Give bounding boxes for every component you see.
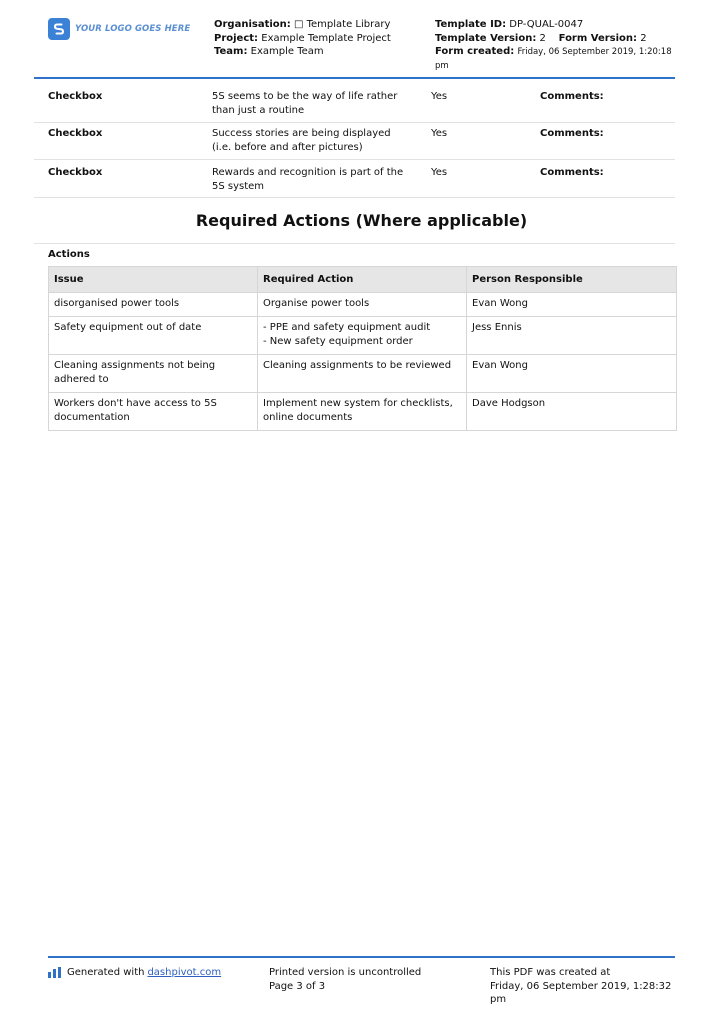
table-row	[49, 292, 677, 317]
checklist-question	[212, 90, 412, 117]
form-created-label: Form created:	[435, 46, 515, 57]
column-header-issue: Issue	[49, 267, 258, 293]
form-created-value: Friday, 06 September 2019, 1:20:18	[517, 47, 672, 57]
table-row	[49, 355, 677, 393]
logo-mark-icon	[48, 18, 70, 40]
checklist-answer: Yes	[431, 167, 448, 178]
action-cell	[258, 317, 467, 355]
checklist-answer: Yes	[431, 91, 448, 102]
row-divider	[34, 159, 675, 160]
cell-line: Safety equipment out of date	[54, 322, 202, 333]
person-cell: Jess Ennis	[467, 317, 677, 355]
page-number: Page 3 of 3	[269, 980, 326, 992]
team-value: Example Team	[250, 46, 324, 57]
question-line: 5S seems to be the way of life rather	[212, 91, 398, 102]
project-label: Project:	[214, 32, 259, 44]
organisation-value: □ Template Library	[293, 19, 391, 30]
table-row	[49, 317, 677, 355]
actions-label: Actions	[48, 249, 90, 260]
template-version-label: Template Version:	[435, 32, 537, 44]
issue-cell	[49, 355, 258, 393]
page-header	[48, 18, 675, 78]
checklist-answer: Yes	[431, 128, 448, 139]
cell-line: online documents	[263, 411, 353, 423]
column-header-person-responsible: Person Responsible	[467, 267, 677, 293]
form-created-suffix: pm	[435, 60, 449, 71]
form-version-value: 2	[640, 32, 647, 44]
issue-cell	[49, 317, 258, 355]
checklist-question	[212, 166, 412, 193]
print-notice	[269, 966, 469, 993]
table-row	[49, 393, 677, 431]
cell-line: Cleaning assignments to be reviewed	[263, 360, 452, 371]
cell-line: adhered to	[54, 373, 109, 385]
cell-line: Cleaning assignments not being	[54, 360, 216, 371]
project-value: Example Template Project	[261, 32, 391, 44]
checklist-question	[212, 127, 412, 154]
action-cell	[258, 355, 467, 393]
comments-label: Comments:	[540, 91, 604, 102]
cell-line: Organise power tools	[263, 297, 370, 309]
generated-with	[48, 966, 221, 980]
question-line: than just a routine	[212, 104, 305, 116]
dashpivot-link[interactable]: dashpivot.com	[147, 967, 222, 978]
question-line: Success stories are being displayed	[212, 128, 391, 139]
column-header-required-action: Required Action	[258, 267, 467, 293]
checklist-type: Checkbox	[48, 128, 103, 139]
company-logo	[48, 18, 190, 40]
template-id-value: DP-QUAL-0047	[509, 19, 584, 30]
bar-chart-icon	[48, 967, 62, 978]
cell-line: disorganised power tools	[54, 297, 180, 309]
team-label: Team:	[214, 46, 248, 57]
comments-label: Comments:	[540, 167, 604, 178]
person-cell: Evan Wong	[467, 355, 677, 393]
pdf-created-suffix: pm	[490, 994, 507, 1005]
cell-line: Workers don't have access to 5S	[54, 398, 217, 409]
form-version-label: Form Version:	[558, 32, 638, 44]
checklist-type: Checkbox	[48, 167, 103, 178]
row-divider	[34, 122, 675, 123]
cell-line: documentation	[54, 411, 130, 423]
issue-cell	[49, 393, 258, 431]
logo-text: YOUR LOGO GOES HERE	[75, 24, 191, 34]
cell-line: Implement new system for checklists,	[263, 398, 453, 409]
template-id-label: Template ID:	[435, 19, 507, 30]
actions-table	[48, 266, 677, 431]
cell-line: - New safety equipment order	[263, 335, 413, 347]
table-header-row	[49, 267, 677, 293]
generated-prefix: Generated with	[67, 967, 145, 978]
section-title: Required Actions (Where applicable)	[195, 211, 528, 230]
comments-label: Comments:	[540, 128, 604, 139]
pdf-created-date: Friday, 06 September 2019, 1:28:32	[490, 980, 672, 992]
action-cell	[258, 292, 467, 317]
cell-line: - PPE and safety equipment audit	[263, 322, 431, 333]
section-divider	[34, 243, 675, 244]
person-cell: Dave Hodgson	[467, 393, 677, 431]
question-line: (i.e. before and after pictures)	[212, 141, 363, 153]
action-cell	[258, 393, 467, 431]
issue-cell	[49, 292, 258, 317]
organisation-label: Organisation:	[214, 19, 291, 30]
pdf-created-info	[490, 966, 680, 1007]
header-divider	[34, 77, 675, 79]
row-divider	[34, 197, 675, 198]
question-line: 5S system	[212, 180, 265, 192]
footer-divider	[48, 956, 675, 958]
template-version-value: 2	[539, 32, 546, 44]
question-line: Rewards and recognition is part of the	[212, 167, 404, 178]
printed-uncontrolled: Printed version is uncontrolled	[269, 967, 422, 978]
header-project-info	[214, 18, 414, 59]
header-template-info	[435, 18, 680, 73]
pdf-created-label: This PDF was created at	[490, 967, 611, 978]
checklist-type: Checkbox	[48, 91, 103, 102]
person-cell: Evan Wong	[467, 292, 677, 317]
